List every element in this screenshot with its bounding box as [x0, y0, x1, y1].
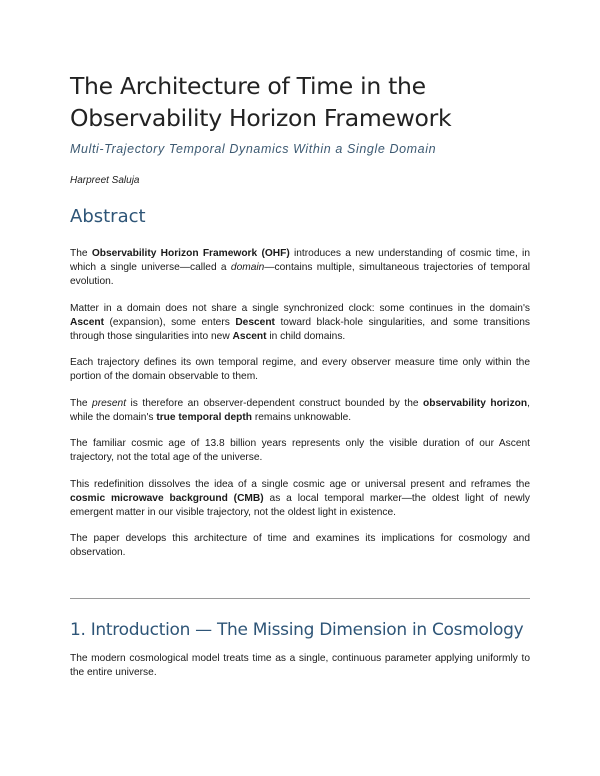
bold-term: Descent [235, 316, 275, 328]
abstract-paragraph-2 [70, 302, 530, 344]
text-run: remains unknowable. [252, 411, 352, 423]
text-run: toward black-hole singularities, and some transitions through those singularities into new [70, 316, 530, 342]
abstract-paragraph-3: Each trajectory defines its own temporal regime, and every observer measure time only within the portion of the domain observable to them. [70, 357, 530, 382]
bold-term: true temporal depth [156, 411, 252, 423]
abstract-body [70, 247, 530, 573]
text-run: This redefinition dissolves the idea of a single cosmic age or universal present and reframes the [70, 478, 530, 490]
abstract-paragraph-4 [70, 397, 530, 425]
bold-term: observability horizon [423, 397, 528, 409]
text-run: is therefore an observer-dependent construct bounded by the [126, 397, 424, 409]
paper-subtitle: Multi-Trajectory Temporal Dynamics Within a Single Domain [70, 142, 437, 156]
bold-term: Ascent [70, 316, 104, 328]
paper-title: The Architecture of Time in the Observability Horizon Framework [70, 72, 452, 132]
italic-term: present [92, 397, 127, 409]
italic-term: domain [230, 262, 265, 273]
text-run: —contains multiple, simultaneous trajectories of temporal evolution. [70, 262, 530, 287]
intro-body [70, 652, 530, 680]
abstract-heading: Abstract [70, 206, 146, 227]
text-run: introduces a new understanding of cosmic time, in which a single universe—called a [70, 248, 530, 273]
text-run: (expansion), some enters [103, 316, 236, 328]
text-run: The [70, 248, 92, 259]
intro-paragraph-1: The modern cosmological model treats time as a single, continuous parameter applying uniformly to the entire universe. [70, 653, 530, 678]
section-divider [70, 598, 530, 599]
text-run: , while the domain's [70, 397, 530, 423]
bold-term: Ascent [232, 330, 267, 342]
bold-term: Observability Horizon Framework (OHF) [91, 248, 290, 259]
bold-term: cosmic microwave background (CMB) [70, 492, 264, 504]
author-name: Harpreet Saluja [70, 175, 140, 186]
abstract-paragraph-5: The familiar cosmic age of 13.8 billion years represents only the visible duration of our Ascent trajectory, not the total age of the universe. [70, 438, 530, 463]
abstract-paragraph-7: The paper develops this architecture of time and examines its implications for cosmology and observation. [70, 533, 530, 558]
text-run: in child domains. [266, 330, 346, 342]
text-run: The [70, 397, 93, 409]
abstract-paragraph-6 [70, 478, 530, 520]
intro-heading: 1. Introduction — The Missing Dimension in Cosmology [70, 620, 524, 640]
abstract-paragraph-1 [70, 247, 530, 289]
text-run: as a local temporal marker—the oldest light of newly emergent matter in our visible trajectory, not the oldest light in existence. [70, 492, 530, 518]
text-run: Matter in a domain does not share a single synchronized clock: some continues in the domain's [70, 302, 530, 314]
